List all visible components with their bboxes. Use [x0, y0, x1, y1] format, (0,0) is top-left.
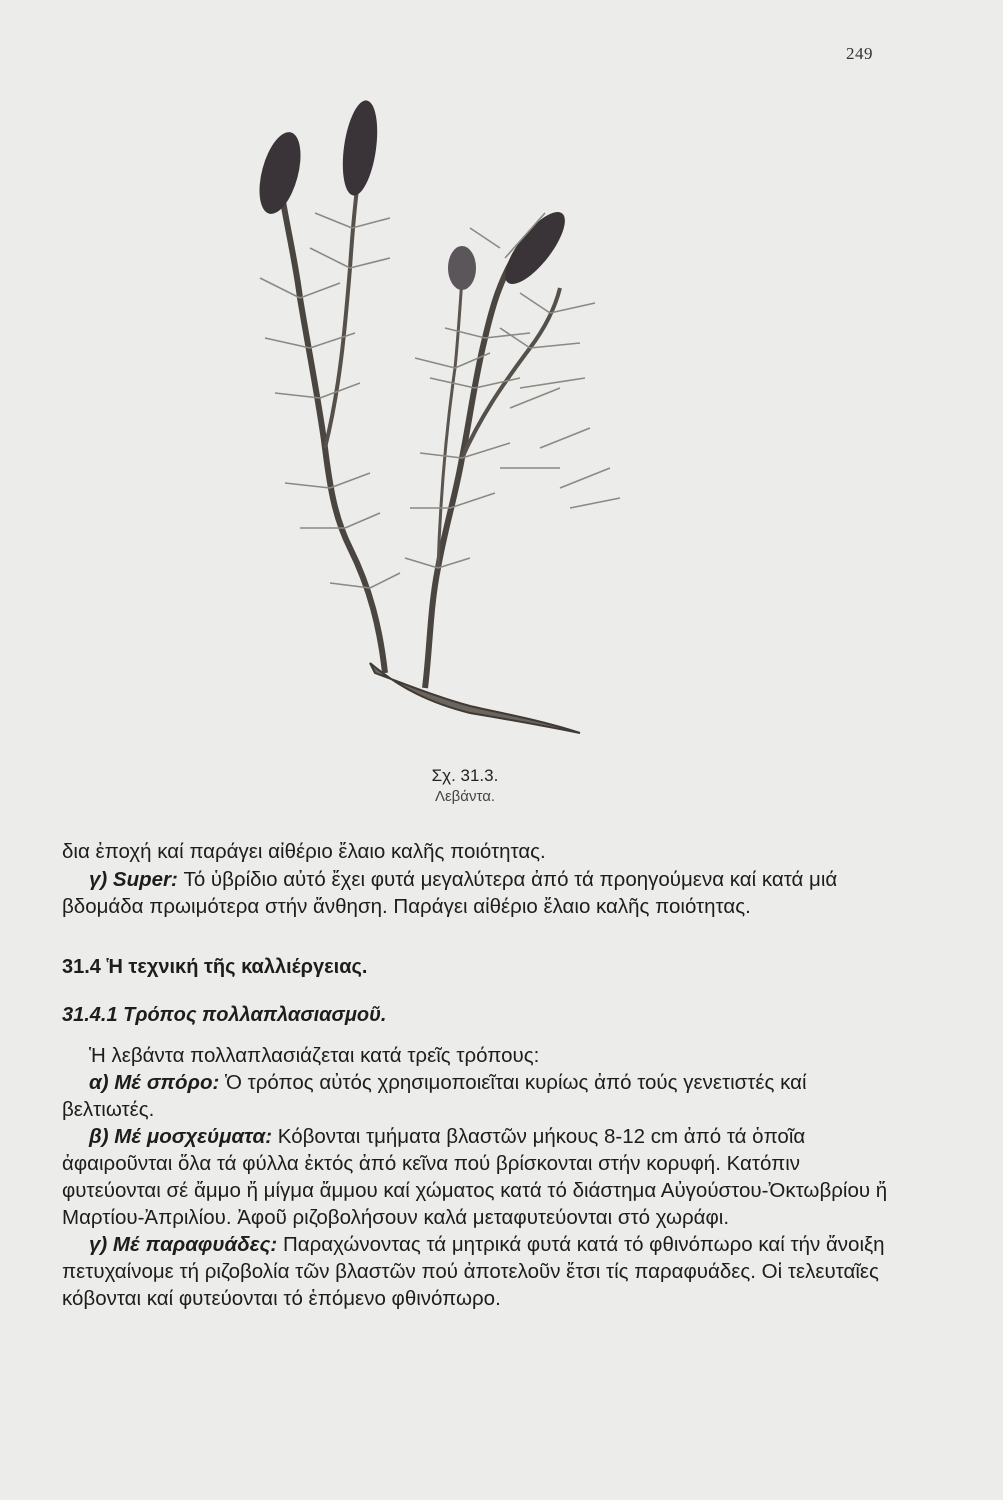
suckers-text: Παραχώνοντας τά μητρικά φυτά κατά τό φθινόπωρο καί τήν ἄνοιξη πετυχαίνομε τή ριζοβολία τῶν βλαστῶν πού ἀποτελοῦν ἔτσι τίς παραφυάδες. Οἱ τελευταῖες κόβονται καί φυτεύονται τό ἑπόμενο φθινόπωρο. [62, 1233, 885, 1310]
propagation-methods [62, 1042, 890, 1312]
figure-caption [380, 766, 580, 805]
lavender-illustration [200, 88, 690, 748]
seed-label: α) Μέ σπόρο: [89, 1071, 220, 1094]
super-paragraph [62, 866, 890, 920]
continued-paragraph [62, 838, 890, 865]
flower-spike-1 [252, 128, 309, 218]
figure-number: Σχ. 31.3. [431, 766, 499, 785]
cuttings-label: β) Μέ μοσχεύματα: [89, 1125, 273, 1148]
propagation-intro: Ἡ λεβάντα πολλαπλασιάζεται κατά τρεῖς τρόπους: [89, 1044, 540, 1067]
page-number: 249 [846, 44, 873, 63]
seed-text: Ὁ τρόπος αὐτός χρησιμοποιεῖται κυρίως ἀπό τούς γενετιστές καί βελτιωτές. [62, 1071, 807, 1121]
super-body: Τό ὑβρίδιο αὐτό ἔχει φυτά μεγαλύτερα ἀπό τά προηγούμενα καί κατά μιά βδομάδα πρωιμότερα στήν ἄνθηση. Παράγει αἰθέριο ἔλαιο καλῆς ποιότητας. [62, 868, 838, 918]
flower-spike-3 [448, 246, 476, 290]
figure-title: Λεβάντα. [434, 788, 496, 805]
section-heading: 31.4 Ἡ τεχνική τῆς καλλιέργειας. [62, 956, 368, 978]
subsection-heading: 31.4.1 Τρόπος πολλαπλασιασμοῦ. [62, 1004, 387, 1026]
continued-text: δια ἐποχή καί παράγει αἰθέριο ἔλαιο καλῆς ποιότητας. [62, 840, 546, 863]
method-seed [62, 1069, 890, 1123]
super-text [62, 866, 890, 920]
flower-spike-4 [495, 203, 574, 292]
cuttings-text: Κόβονται τμήματα βλαστῶν μήκους 8-12 cm ἀπό τά ὁποῖα ἀφαιροῦνται ὅλα τά φύλλα ἐκτός ἀπό κεῖνα πού βρίσκονται στήν κορυφή. Κατόπιν φυτεύονται σέ ἄμμο ἤ μίγμα ἄμμου καί χώματος κατά τό διάστημα Αὐγούστου-Ὀκτωβρίου ἤ Μαρτίου-Ἀπριλίου. Ἀφοῦ ριζοβολήσουν καλά μεταφυτεύονται στό χωράφι. [62, 1125, 888, 1229]
super-label: γ) Super: [89, 868, 178, 891]
woody-root [370, 663, 580, 733]
stem-left [280, 183, 385, 673]
stem-left-branch [325, 168, 360, 448]
suckers-label: γ) Μέ παραφυάδες: [89, 1233, 278, 1256]
flower-spike-2 [337, 98, 382, 198]
method-cuttings [62, 1123, 890, 1231]
lavender-drawing [200, 88, 690, 748]
method-suckers [62, 1231, 890, 1312]
